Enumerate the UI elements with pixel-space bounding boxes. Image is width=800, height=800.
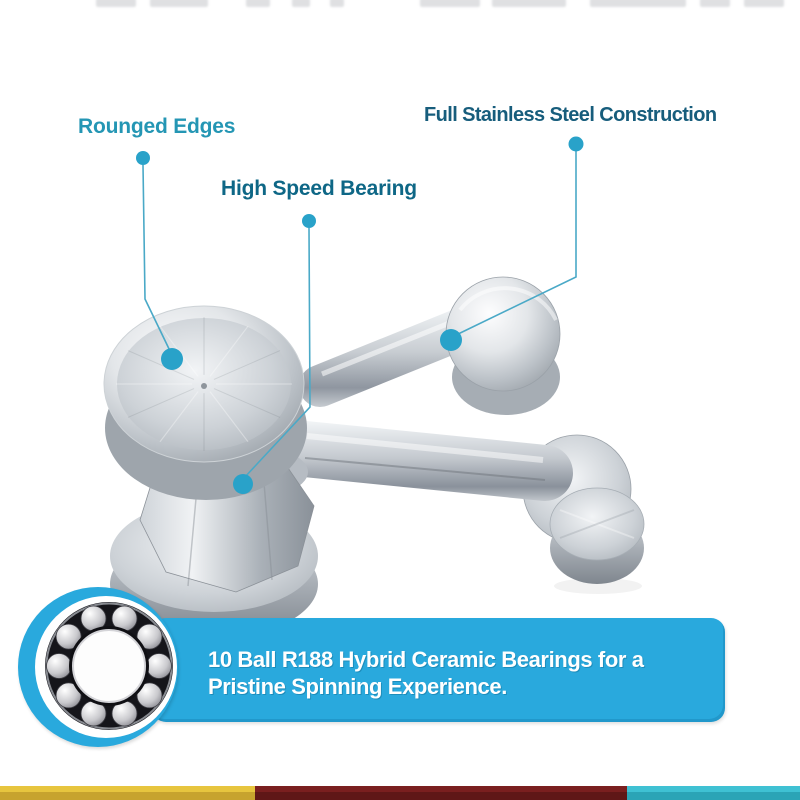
bar-yellow-shade [0, 792, 255, 800]
ball-bearing-icon [18, 587, 178, 747]
circle-marker-icon [233, 474, 253, 494]
circle-marker-icon [161, 348, 183, 370]
circle-marker-icon [569, 137, 584, 152]
upper-arm-underside [452, 339, 560, 415]
feature-banner-text [208, 646, 715, 700]
high-speed-bearing-label: High Speed Bearing [221, 177, 417, 200]
center-collar [152, 442, 308, 502]
leader-line-stainless-steel [454, 151, 576, 336]
feature-banner [152, 618, 725, 722]
cropped-top-text [0, 0, 800, 11]
hex-nut [140, 450, 314, 592]
bearing-medallion [18, 587, 178, 747]
leader-line-rounded-edges [143, 165, 171, 353]
bar-cyan-shade [627, 792, 800, 800]
banner-line-1: 10 Ball R188 Hybrid Ceramic Bearings for a [208, 647, 644, 672]
lower-arm-paddle [523, 435, 631, 543]
upper-arm-paddle [446, 277, 560, 391]
banner-line-2: Pristine Spinning Experience. [208, 674, 507, 699]
end-weight-top [550, 488, 644, 560]
circle-marker-icon [302, 214, 316, 228]
circle-marker-icon [136, 151, 150, 165]
circle-marker-icon [440, 329, 462, 351]
leader-line-high-speed-bearing [244, 228, 310, 478]
bottom-color-bars [0, 786, 800, 800]
brushed-metal-texture [116, 317, 292, 451]
bar-dark-red-shade [255, 792, 627, 800]
rounded-edges-label: Rounged Edges [78, 115, 236, 138]
stainless-steel-label: Full Stainless Steel Construction [424, 104, 717, 126]
fidget-spinner-photo [104, 277, 644, 655]
top-cap [104, 306, 304, 462]
